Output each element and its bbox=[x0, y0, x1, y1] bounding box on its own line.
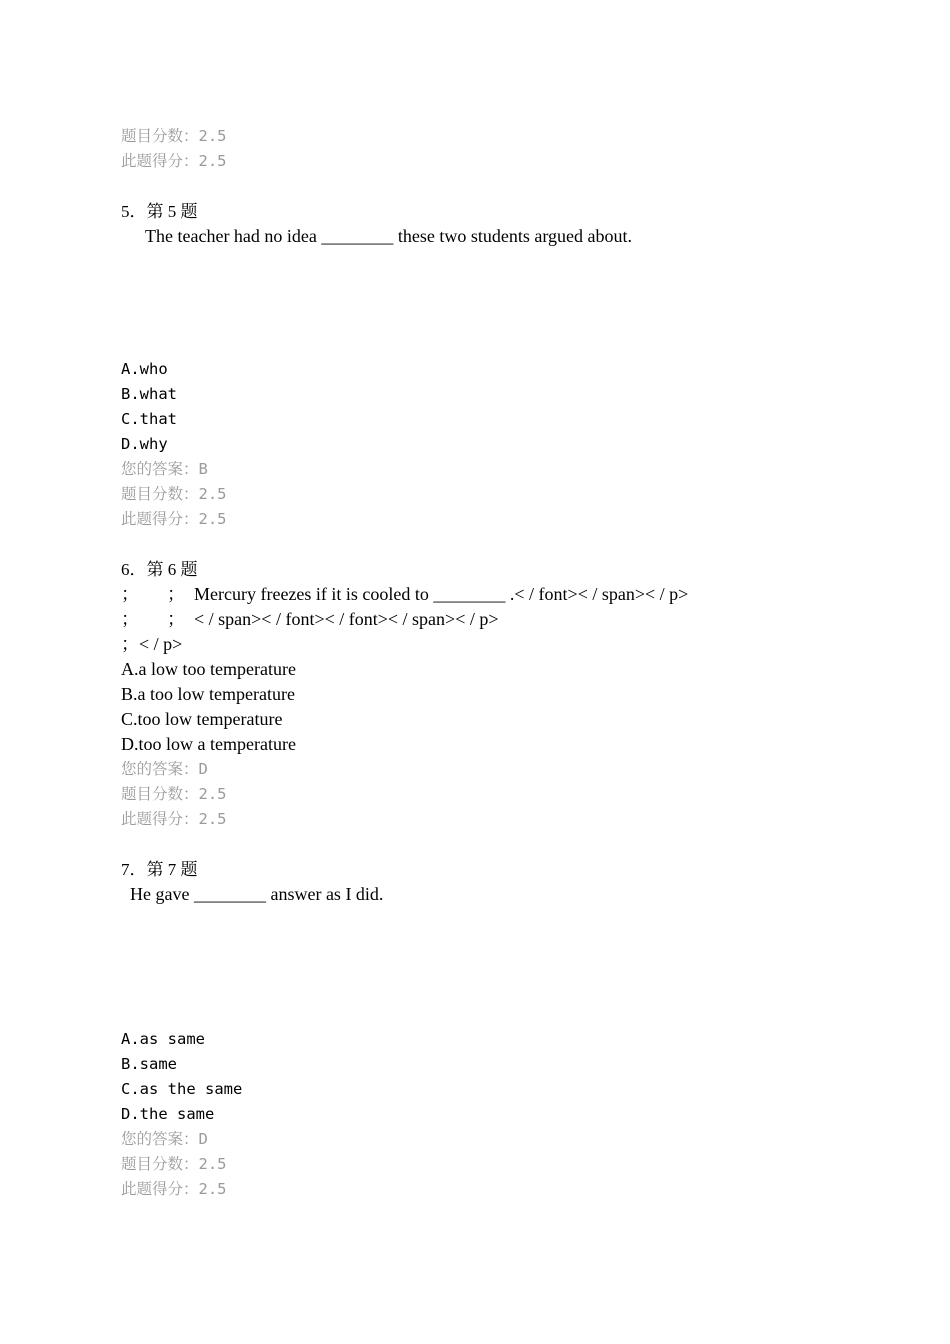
q5-title: 5．第 5 题 bbox=[121, 202, 198, 221]
q6-option-b: B.a too low temperature bbox=[121, 684, 295, 704]
q5-stem: The teacher had no idea ________ these two students argued about. bbox=[145, 226, 633, 246]
q7-option-c: C.as the same bbox=[121, 1080, 243, 1098]
q7-answer: 您的答案：D bbox=[121, 1130, 208, 1148]
q5-option-b: B.what bbox=[121, 385, 177, 403]
top-got: 此题得分：2.5 bbox=[121, 152, 227, 170]
q5-option-a: A.who bbox=[121, 360, 168, 378]
q6-title: 6．第 6 题 bbox=[121, 560, 198, 579]
q5-option-c: C.that bbox=[121, 410, 177, 428]
q5-score: 题目分数：2.5 bbox=[121, 485, 227, 503]
q6-option-a: A.a low too temperature bbox=[121, 659, 296, 679]
document-page bbox=[121, 124, 881, 1202]
q6-line2 bbox=[121, 607, 881, 632]
q7-option-d: D.the same bbox=[121, 1105, 215, 1123]
q6-option-d: D.too low a temperature bbox=[121, 734, 296, 754]
q5-option-d: D.why bbox=[121, 435, 168, 453]
q5-got: 此题得分：2.5 bbox=[121, 510, 227, 528]
q6-answer: 您的答案：D bbox=[121, 760, 208, 778]
q6-line1 bbox=[121, 582, 881, 607]
q6-score: 题目分数：2.5 bbox=[121, 785, 227, 803]
q6-line3: ；< / p> bbox=[121, 634, 183, 654]
q7-score: 题目分数：2.5 bbox=[121, 1155, 227, 1173]
q6-line2-semi-b: ； bbox=[167, 609, 185, 629]
q7-option-b: B.same bbox=[121, 1055, 177, 1073]
q6-got: 此题得分：2.5 bbox=[121, 810, 227, 828]
q6-option-c: C.too low temperature bbox=[121, 709, 283, 729]
q7-option-a: A.as same bbox=[121, 1030, 205, 1048]
q7-got: 此题得分：2.5 bbox=[121, 1180, 227, 1198]
q6-line1-semi-a: ； bbox=[121, 584, 139, 604]
q7-title: 7．第 7 题 bbox=[121, 860, 198, 879]
q7-stem: He gave ________ answer as I did. bbox=[130, 884, 384, 904]
q5-answer: 您的答案：B bbox=[121, 460, 208, 478]
top-score: 题目分数：2.5 bbox=[121, 127, 227, 145]
q6-line1-text: Mercury freezes if it is cooled to ________ .< / font>< / span>< / p> bbox=[194, 584, 689, 604]
q6-line2-semi-a: ； bbox=[121, 609, 139, 629]
q6-line2-text: < / span>< / font>< / font>< / span>< / p> bbox=[194, 609, 499, 629]
q6-line1-semi-b: ； bbox=[167, 584, 185, 604]
